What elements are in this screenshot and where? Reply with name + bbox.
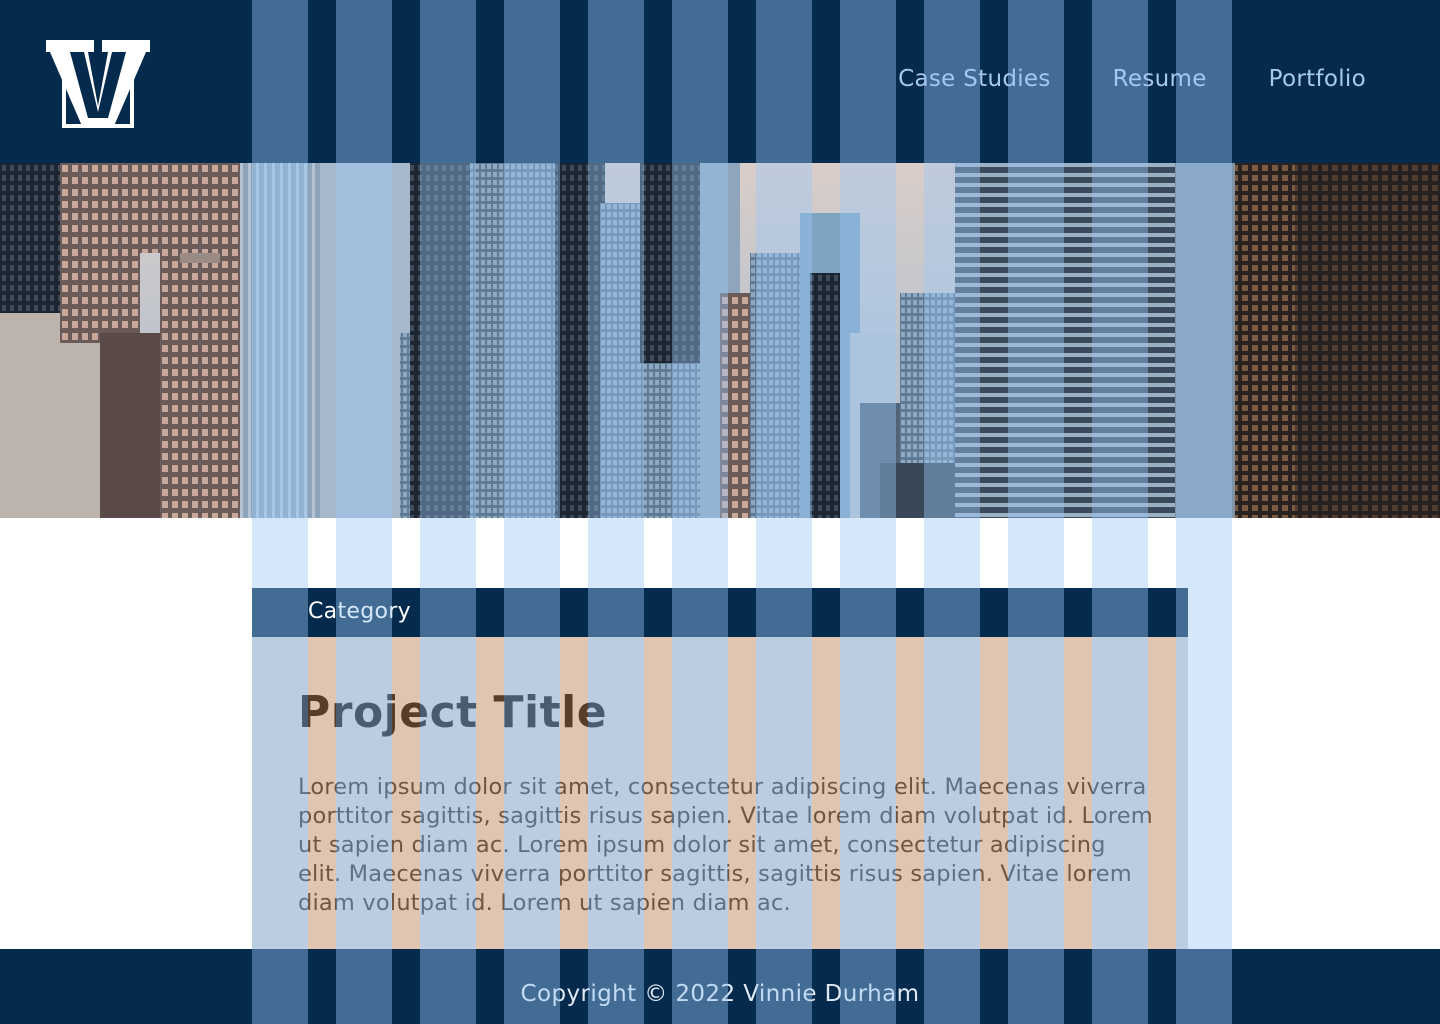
copyright-text: Copyright © 2022 Vinnie Durham [520, 981, 920, 1007]
nav-resume[interactable]: Resume [1112, 66, 1207, 92]
project-description: Lorem ipsum dolor sit amet, consectetur adipiscing elit. Maecenas viverra porttitor sagittis, sagittis risus sapien. Vitae lorem diam volutpat id. Lorem ut sapien diam ac. Lorem ipsum dolor sit amet, consectetur adipiscing elit. Maecenas viverra porttitor sagittis, sagittis risus sapien. Vitae lorem diam volutpat id. Lorem ut sapien diam ac. [298, 774, 1153, 916]
logo-link[interactable] [44, 38, 152, 132]
nav-case-studies[interactable]: Case Studies [898, 66, 1051, 92]
category-label[interactable]: Category [308, 599, 411, 624]
city-skyline-illustration [0, 163, 1440, 518]
nav-portfolio[interactable]: Portfolio [1268, 66, 1366, 92]
vd-logo-icon [44, 38, 152, 132]
project-card [252, 637, 1188, 949]
category-bar [252, 588, 1188, 637]
main-nav [898, 66, 1366, 92]
project-section [0, 518, 1440, 949]
site-footer [0, 949, 1440, 1024]
site-header [0, 0, 1440, 163]
hero-image [0, 163, 1440, 518]
project-title: Project Title [298, 687, 608, 738]
